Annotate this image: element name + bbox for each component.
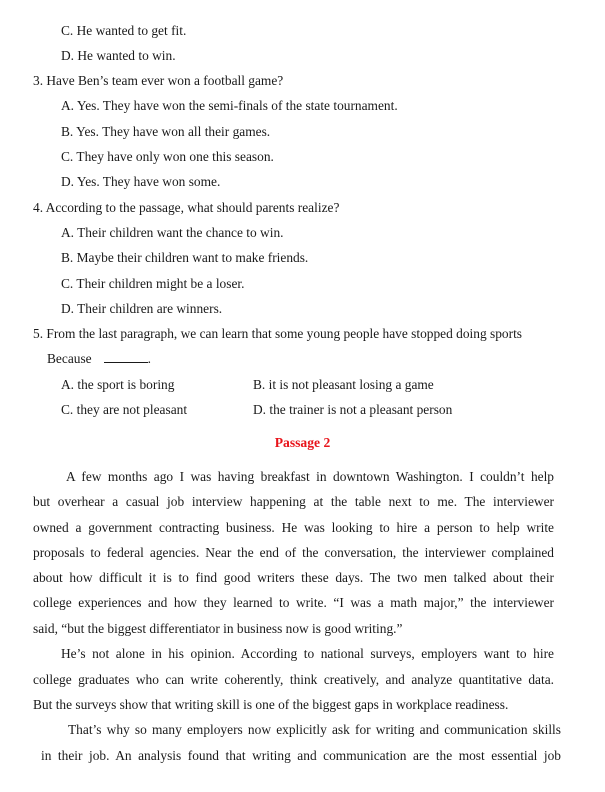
passage-line: owned a government contracting business. He was looking to hire a person to help write <box>33 520 554 535</box>
q5-question-cont <box>47 351 151 367</box>
q5-option-a: A. the sport is boring <box>61 377 175 392</box>
q4-question: 4. According to the passage, what should parents realize? <box>33 200 340 215</box>
q5-question: 5. From the last paragraph, we can learn that some young people have stopped doing sports <box>33 326 523 341</box>
q3-option-b: B. Yes. They have won all their games. <box>61 124 271 139</box>
q3-option-a: A. Yes. They have won the semi-finals of the state tournament. <box>61 98 398 113</box>
q2-option-c: C. He wanted to get fit. <box>61 23 187 38</box>
passage-line: but overhear a casual job interview happening at the table next to me. The interviewer <box>33 494 554 509</box>
passage-line: in their job. An analysis found that writing and communication are the most essential job <box>41 748 561 763</box>
q5-because: Because <box>47 351 92 366</box>
q5-option-b: B. it is not pleasant losing a game <box>253 377 434 392</box>
q4-option-c: C. Their children might be a loser. <box>61 276 245 291</box>
passage-line: about how difficult it is to find good writers these days. The two men talked about their <box>33 570 554 585</box>
passage-line: college graduates who can write coherently, think creatively, and analyze quantitative data. <box>33 672 554 687</box>
q2-option-d: D. He wanted to win. <box>61 48 176 63</box>
q4-option-a: A. Their children want the chance to win. <box>61 225 284 240</box>
q5-option-d: D. the trainer is not a pleasant person <box>253 402 453 417</box>
passage-line: That’s why so many employers now explicitly ask for writing and communication skills <box>68 722 561 737</box>
passage-line: college experiences and how they learned to write. “I was a math major,” the interviewer <box>33 595 554 610</box>
q3-option-c: C. They have only won one this season. <box>61 149 274 164</box>
blank-period: . <box>147 351 151 366</box>
q3-option-d: D. Yes. They have won some. <box>61 174 221 189</box>
passage-line: A few months ago I was having breakfast in downtown Washington. I couldn’t help <box>66 469 554 484</box>
q5-option-c: C. they are not pleasant <box>61 402 188 417</box>
passage-line: But the surveys show that writing skill is one of the biggest gaps in workplace readiness. <box>33 697 509 712</box>
answer-blank <box>104 351 148 363</box>
passage-2-title: Passage 2 <box>274 435 331 450</box>
q3-question: 3. Have Ben’s team ever won a football game? <box>33 73 284 88</box>
q4-option-d: D. Their children are winners. <box>61 301 223 316</box>
q4-option-b: B. Maybe their children want to make friends. <box>61 250 309 265</box>
passage-line: proposals to federal agencies. Near the end of the conversation, the interviewer complained <box>33 545 554 560</box>
passage-line: He’s not alone in his opinion. According to national surveys, employers want to hire <box>61 646 554 661</box>
passage-line: said, “but the biggest differentiator in business now is good writing.” <box>33 621 403 636</box>
